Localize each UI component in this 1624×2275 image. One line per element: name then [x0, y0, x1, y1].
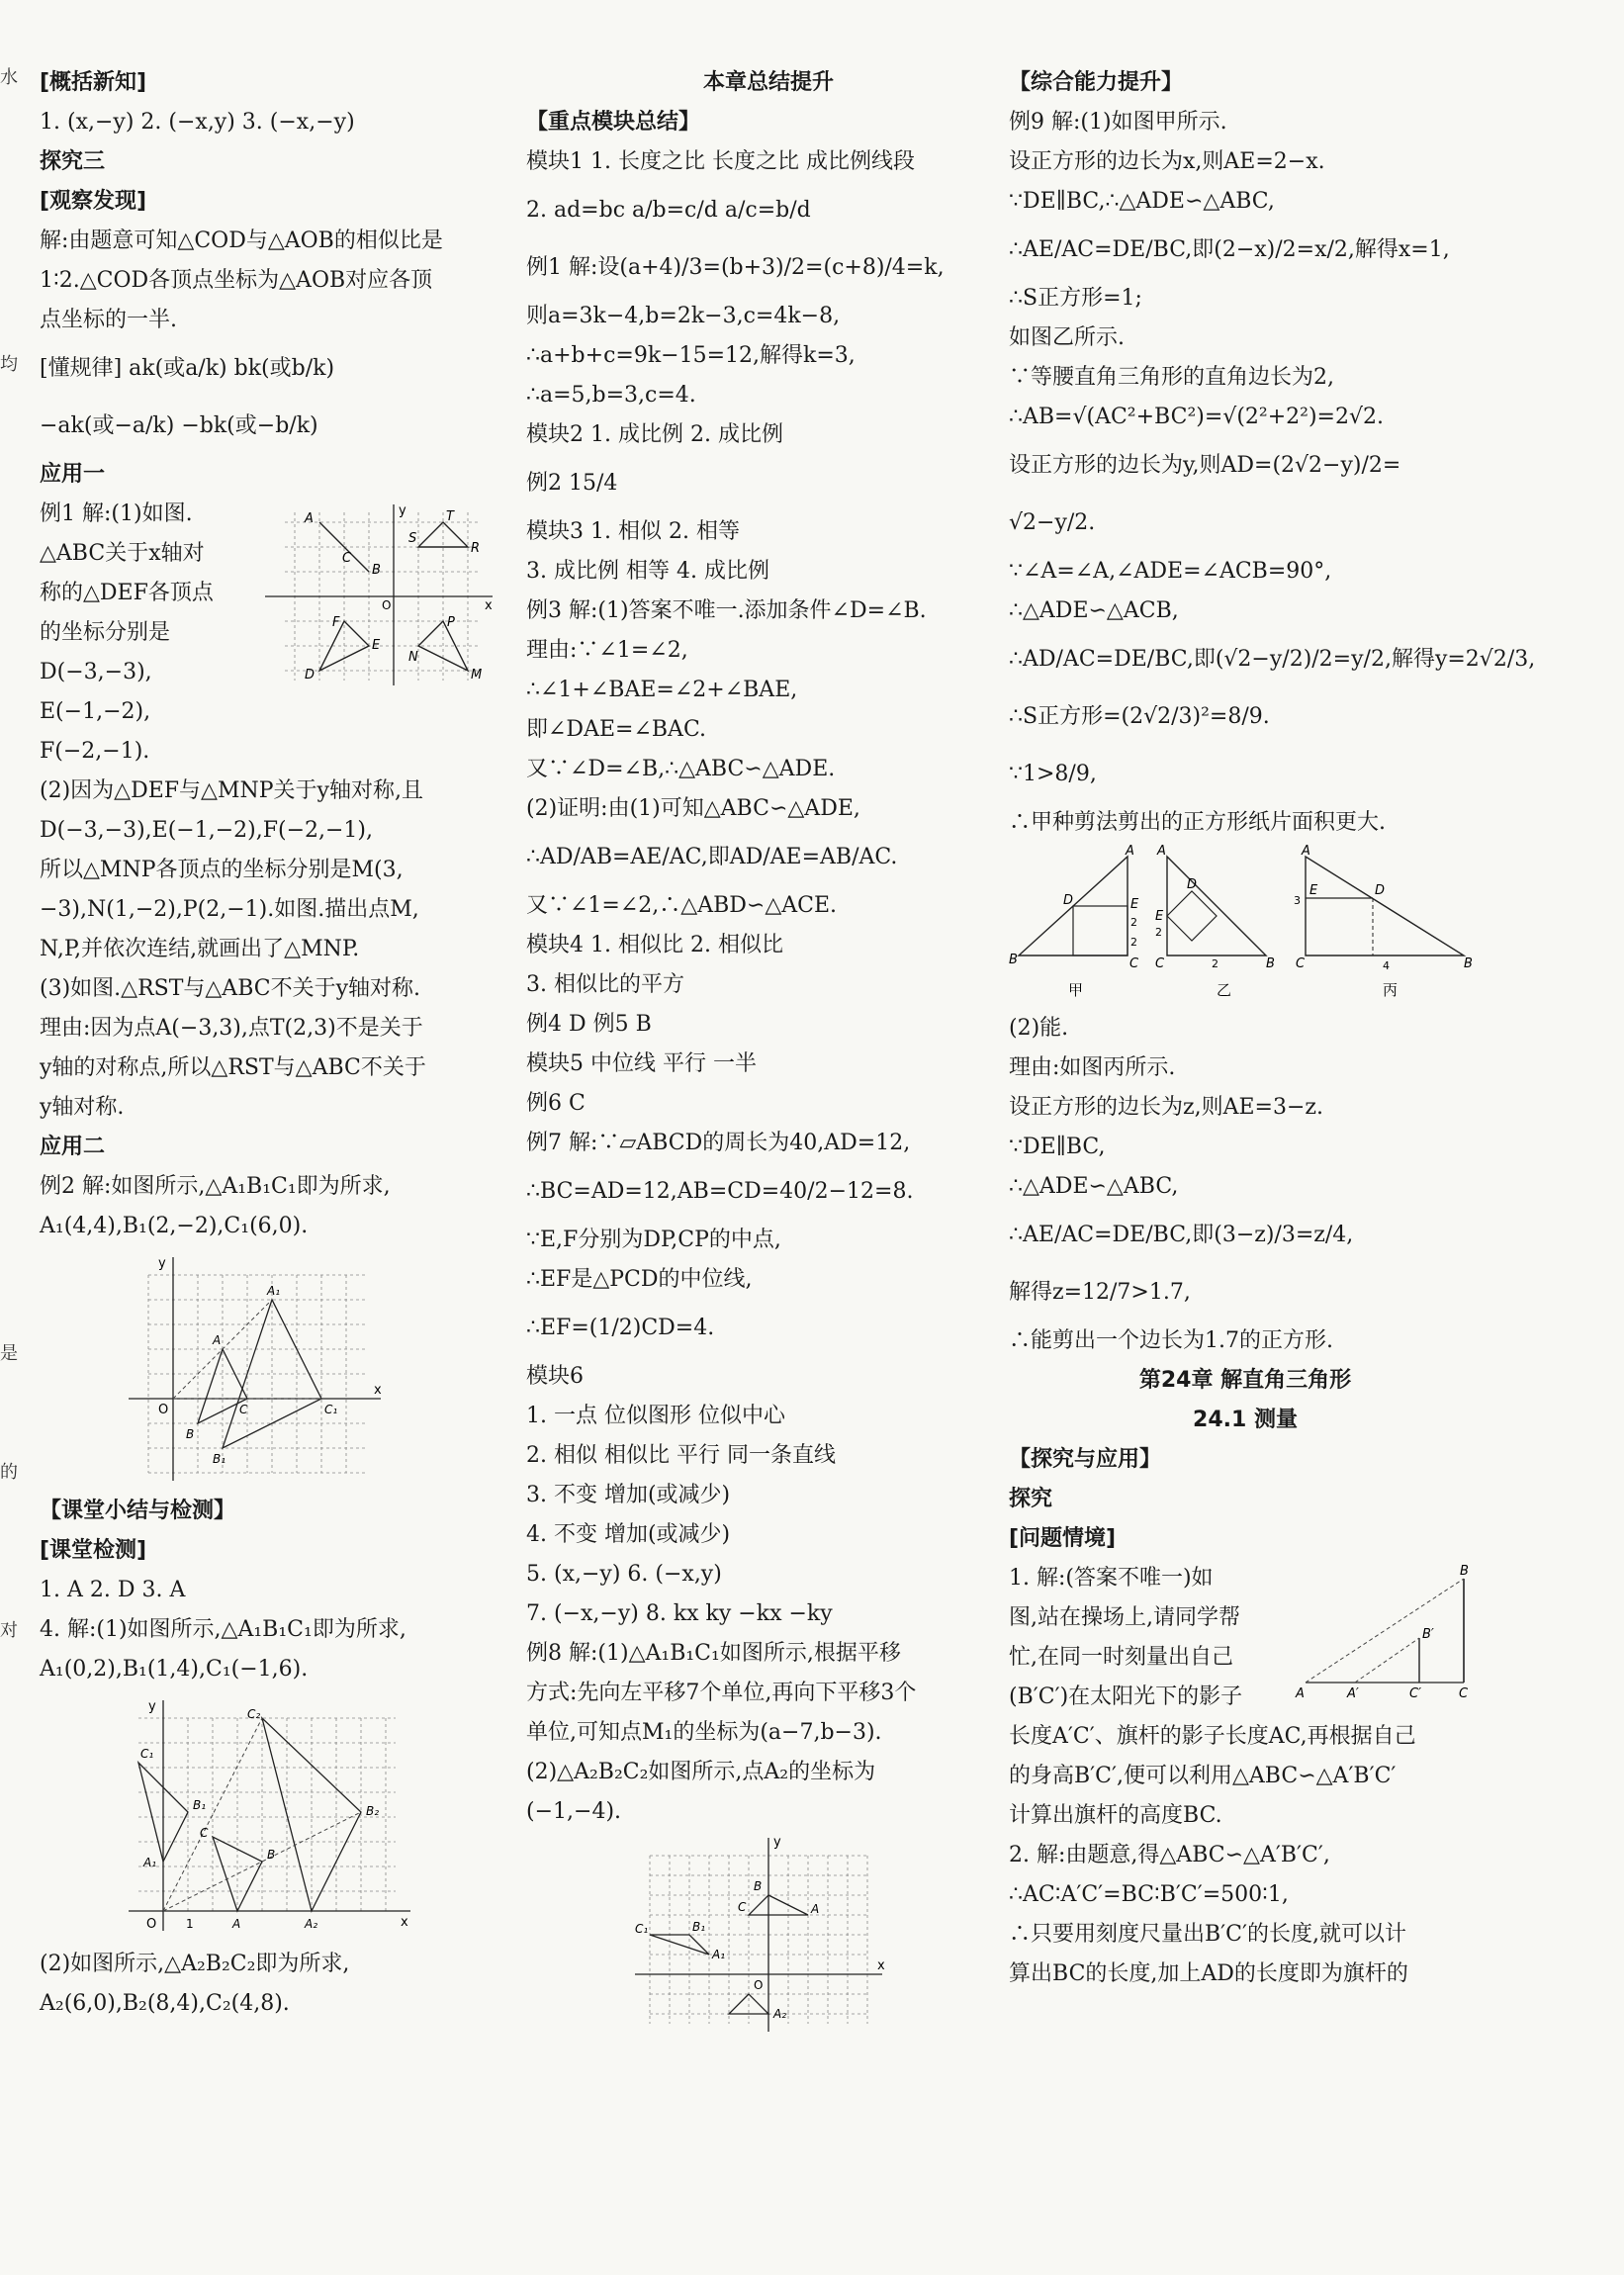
figure-example9: [1009, 844, 1482, 1005]
text-line: 例2 15/4: [526, 471, 618, 496]
text-line: ∴△ADE∽△ACB,: [1009, 598, 1179, 623]
text-line: 模块2 1. 成比例 2. 成比例: [526, 422, 783, 447]
figure-example2: [40, 1250, 514, 1488]
svg-text:x: x: [401, 1915, 408, 1930]
text-line: 1. 解:(答案不唯一)如: [1009, 1566, 1214, 1591]
svg-text:A: A: [1157, 844, 1166, 859]
svg-text:C: C: [342, 551, 352, 566]
text-line: 解:由题意可知△COD与△AOB的相似比是: [40, 228, 443, 253]
text-line: 的身高B′C′,便可以利用△ABC∽△A′B′C′: [1009, 1764, 1397, 1788]
text-line: N,P,并依次连结,就画出了△MNP.: [40, 937, 360, 961]
section-heading: [概括新知]: [40, 70, 147, 95]
svg-text:B: B: [372, 563, 381, 578]
margin-char: 水: [0, 67, 18, 88]
section-heading: 【探究与应用】: [1009, 1447, 1162, 1472]
svg-text:y: y: [399, 503, 406, 518]
text-line: 3. 不变 增加(或减少): [526, 1483, 731, 1507]
section-heading: [课堂检测]: [40, 1538, 147, 1563]
svg-text:O: O: [754, 1978, 764, 1992]
section-heading: 【重点模块总结】: [526, 110, 701, 135]
svg-text:A: A: [1296, 1686, 1305, 1701]
section-heading: 探究三: [40, 149, 106, 174]
text-line: 图,站在操场上,请同学帮: [1009, 1605, 1240, 1630]
svg-text:x: x: [877, 1958, 885, 1973]
figure-label-bing: 丙: [1383, 981, 1398, 999]
example1-block: [40, 495, 514, 692]
text-line: (2)能.: [1009, 1016, 1069, 1041]
svg-text:C₁: C₁: [324, 1403, 338, 1416]
text-line: 如图乙所示.: [1009, 325, 1125, 350]
section-heading: [观察发现]: [40, 189, 147, 214]
svg-text:C₁: C₁: [635, 1922, 649, 1936]
text-line: ∴能剪出一个边长为1.7的正方形.: [1009, 1328, 1333, 1353]
text-line: ∵等腰直角三角形的直角边长为2,: [1009, 365, 1334, 390]
coordinate-figure-example1: [265, 502, 502, 690]
text-line: 5. (x,−y) 6. (−x,y): [526, 1562, 722, 1587]
text-line: √2−y/2.: [1009, 510, 1096, 535]
svg-text:C: C: [1155, 956, 1165, 971]
figure-classroom-check: [40, 1693, 514, 1941]
svg-text:y: y: [148, 1699, 156, 1714]
svg-text:B: B: [754, 1879, 763, 1893]
text-line: 又∵∠D=∠B,∴△ABC∽△ADE.: [526, 757, 836, 781]
text-line: 2. 解:由题意,得△ABC∽△A′B′C′,: [1009, 1843, 1330, 1867]
svg-text:2: 2: [1130, 936, 1137, 949]
text-line: 设正方形的边长为y,则AD=(2√2−y)/2=: [1009, 453, 1401, 478]
text-line: 理由:如图丙所示.: [1009, 1055, 1176, 1080]
svg-text:y: y: [773, 1835, 781, 1850]
margin-char: 是: [0, 1343, 18, 1364]
svg-text:A₁: A₁: [267, 1284, 281, 1298]
text-line: 模块6: [526, 1364, 584, 1389]
text-line: F(−2,−1).: [40, 739, 150, 764]
margin-char: 对: [0, 1620, 18, 1641]
text-line: (−1,−4).: [526, 1799, 622, 1824]
text-line: ∵1>8/9,: [1009, 762, 1097, 786]
text-line: 即∠DAE=∠BAC.: [526, 717, 706, 742]
svg-text:B₂: B₂: [366, 1804, 380, 1818]
text-line: ∴AD/AB=AE/AC,即AD/AE=AB/AC.: [526, 845, 898, 869]
svg-text:2: 2: [1212, 957, 1218, 970]
text-line: ∴△ADE∽△ABC,: [1009, 1174, 1179, 1199]
text-line: E(−1,−2),: [40, 699, 151, 724]
section-heading: 【综合能力提升】: [1009, 70, 1184, 95]
text-line: 模块1 1. 长度之比 长度之比 成比例线段: [526, 149, 915, 174]
text-line: 例8 解:(1)△A₁B₁C₁如图所示,根据平移: [526, 1641, 901, 1666]
svg-text:A₁: A₁: [143, 1856, 157, 1869]
text-line: 算出BC的长度,加上AD的长度即为旗杆的: [1009, 1961, 1408, 1986]
text-line: [懂规律] ak(或a/k) bk(或b/k): [40, 356, 335, 381]
section-heading: 应用一: [40, 462, 106, 487]
text-line: y轴对称.: [40, 1095, 125, 1120]
svg-text:A: A: [213, 1333, 222, 1347]
svg-text:A: A: [232, 1917, 241, 1931]
text-line: ∴∠1+∠BAE=∠2+∠BAE,: [526, 678, 798, 702]
margin-char: 的: [0, 1462, 18, 1483]
svg-text:C: C: [1296, 956, 1306, 971]
svg-text:E: E: [1309, 883, 1318, 898]
text-line: 模块5 中位线 平行 一半: [526, 1051, 757, 1076]
text-line: 模块3 1. 相似 2. 相等: [526, 519, 740, 544]
svg-text:B: B: [1464, 956, 1473, 971]
svg-text:A₁: A₁: [712, 1948, 726, 1961]
text-line: 模块4 1. 相似比 2. 相似比: [526, 933, 783, 957]
text-line: 方式:先向左平移7个单位,再向下平移3个: [526, 1681, 917, 1705]
column-2: [526, 63, 1011, 2038]
section-heading: [问题情境]: [1009, 1526, 1117, 1551]
text-line: △ABC关于x轴对: [40, 541, 205, 566]
text-line: −3),N(1,−2),P(2,−1).如图.描出点M,: [40, 897, 419, 922]
text-line: (3)如图.△RST与△ABC不关于y轴对称.: [40, 976, 421, 1001]
text-line: ∴AD/AC=DE/BC,即(√2−y/2)/2=y/2,解得y=2√2/3,: [1009, 647, 1536, 672]
text-line: 理由:因为点A(−3,3),点T(2,3)不是关于: [40, 1016, 423, 1041]
svg-text:F: F: [332, 615, 340, 630]
text-line: 理由:∵∠1=∠2,: [526, 638, 688, 663]
column-3: [1009, 63, 1536, 1994]
svg-text:N: N: [408, 650, 418, 665]
text-line: 1. (x,−y) 2. (−x,y) 3. (−x,−y): [40, 110, 355, 135]
svg-text:A: A: [1302, 844, 1310, 859]
text-line: 单位,可知点M₁的坐标为(a−7,b−3).: [526, 1720, 882, 1745]
text-line: (2)△A₂B₂C₂如图所示,点A₂的坐标为: [526, 1760, 876, 1784]
text-line: 长度A′C′、旗杆的影子长度AC,再根据自己: [1009, 1724, 1416, 1749]
figure-example8: [526, 1836, 1011, 2034]
text-line: 1∶2.△COD各顶点坐标为△AOB对应各顶: [40, 268, 433, 293]
svg-text:C₂: C₂: [247, 1707, 261, 1721]
svg-text:B: B: [1460, 1564, 1469, 1579]
svg-text:A′: A′: [1347, 1686, 1359, 1701]
text-line: 例2 解:如图所示,△A₁B₁C₁即为所求,: [40, 1174, 391, 1199]
svg-text:M: M: [471, 668, 483, 682]
text-line: ∴EF是△PCD的中位线,: [526, 1267, 753, 1292]
figure-label-yi: 乙: [1217, 981, 1232, 999]
column-1: [40, 63, 514, 2024]
margin-char: 均: [0, 354, 18, 375]
text-line: (2)因为△DEF与△MNP关于y轴对称,且: [40, 778, 423, 803]
figure-label-jia: 甲: [1068, 981, 1084, 999]
text-line: (B′C′)在太阳光下的影子: [1009, 1684, 1243, 1709]
text-line: 忙,在同一时刻量出自己: [1009, 1645, 1233, 1670]
text-line: 点坐标的一半.: [40, 308, 177, 332]
svg-text:C₁: C₁: [140, 1747, 154, 1761]
text-line: (2)如图所示,△A₂B₂C₂即为所求,: [40, 1952, 350, 1976]
svg-text:C: C: [1129, 956, 1139, 971]
text-line: 称的△DEF各顶点: [40, 581, 214, 605]
text-line: ∴AC∶A′C′=BC∶B′C′=500∶1,: [1009, 1882, 1289, 1907]
text-line: −ak(或−a/k) −bk(或−b/k): [40, 413, 318, 438]
svg-text:T: T: [446, 509, 454, 524]
text-line: 3. 相似比的平方: [526, 972, 684, 997]
svg-text:A: A: [305, 511, 314, 526]
text-line: D(−3,−3),: [40, 660, 152, 684]
svg-text:B: B: [1009, 953, 1018, 967]
svg-text:E: E: [372, 638, 381, 653]
text-line: ∴a=5,b=3,c=4.: [526, 383, 696, 408]
text-line: 解得z=12/7>1.7,: [1009, 1280, 1191, 1305]
svg-text:D: D: [305, 668, 316, 682]
text-line: ∵E,F分别为DP,CP的中点,: [526, 1228, 781, 1252]
svg-text:O: O: [158, 1403, 169, 1417]
text-line: 4. 不变 增加(或减少): [526, 1522, 731, 1547]
text-line: A₂(6,0),B₂(8,4),C₂(4,8).: [40, 1991, 290, 2016]
svg-text:E: E: [1130, 897, 1139, 912]
svg-text:2: 2: [1155, 926, 1162, 939]
svg-text:4: 4: [1383, 959, 1390, 972]
text-line: ∴a+b+c=9k−15=12,解得k=3,: [526, 343, 856, 368]
text-line: D(−3,−3),E(−1,−2),F(−2,−1),: [40, 818, 374, 843]
svg-text:1: 1: [186, 1917, 194, 1931]
text-line: 3. 成比例 相等 4. 成比例: [526, 559, 769, 584]
svg-text:3: 3: [1294, 894, 1301, 907]
text-line: 的坐标分别是: [40, 620, 171, 645]
text-line: 4. 解:(1)如图所示,△A₁B₁C₁即为所求,: [40, 1617, 406, 1642]
text-line: 设正方形的边长为x,则AE=2−x.: [1009, 149, 1325, 174]
svg-text:D: D: [1187, 877, 1198, 892]
text-line: 例1 解:设(a+4)/3=(b+3)/2=(c+8)/4=k,: [526, 255, 945, 280]
text-line: 设正方形的边长为z,则AE=3−z.: [1009, 1095, 1323, 1120]
svg-text:C: C: [239, 1403, 248, 1416]
svg-text:C: C: [738, 1900, 747, 1914]
svg-text:B: B: [1266, 956, 1275, 971]
svg-text:E: E: [1155, 909, 1164, 924]
svg-text:y: y: [158, 1256, 166, 1271]
svg-text:B′: B′: [1422, 1627, 1434, 1642]
text-line: 例9 解:(1)如图甲所示.: [1009, 110, 1227, 135]
svg-text:A: A: [1126, 844, 1134, 859]
chapter-title: 第24章 解直角三角形: [1138, 1368, 1352, 1393]
svg-text:O: O: [382, 598, 392, 612]
problem1-block: [1009, 1559, 1482, 1717]
text-line: 所以△MNP各顶点的坐标分别是M(3,: [40, 858, 404, 882]
text-line: (2)证明:由(1)可知△ABC∽△ADE,: [526, 796, 860, 821]
text-line: ∴S正方形=1;: [1009, 286, 1142, 311]
text-line: 例1 解:(1)如图.: [40, 501, 193, 526]
svg-text:D: D: [1375, 883, 1386, 898]
text-line: ∴AE/AC=DE/BC,即(3−z)/3=z/4,: [1009, 1223, 1354, 1247]
svg-text:R: R: [471, 541, 481, 556]
text-line: 计算出旗杆的高度BC.: [1009, 1803, 1222, 1828]
svg-text:B₁: B₁: [213, 1452, 226, 1466]
text-line: ∵DE∥BC,: [1009, 1135, 1106, 1159]
text-line: 7. (−x,−y) 8. kx ky −kx −ky: [526, 1601, 833, 1626]
svg-text:A₂: A₂: [305, 1917, 318, 1931]
svg-text:S: S: [408, 531, 417, 546]
text-line: 又∵∠1=∠2,∴△ABD∽△ACE.: [526, 893, 838, 918]
svg-text:C′: C′: [1409, 1686, 1422, 1701]
text-line: ∴AE/AC=DE/BC,即(2−x)/2=x/2,解得x=1,: [1009, 237, 1450, 262]
text-line: 则a=3k−4,b=2k−3,c=4k−8,: [526, 304, 841, 328]
svg-text:C: C: [1459, 1686, 1469, 1701]
text-line: A₁(0,2),B₁(1,4),C₁(−1,6).: [40, 1657, 309, 1682]
text-line: ∵∠A=∠A,∠ADE=∠ACB=90°,: [1009, 559, 1332, 584]
text-line: 例3 解:(1)答案不唯一.添加条件∠D=∠B.: [526, 598, 927, 623]
text-line: ∵DE∥BC,∴△ADE∽△ABC,: [1009, 189, 1275, 214]
svg-text:x: x: [485, 598, 493, 613]
text-line: ∴只要用刻度尺量出B′C′的长度,就可以计: [1009, 1922, 1406, 1947]
page-title: 本章总结提升: [702, 70, 834, 95]
text-line: ∴BC=AD=12,AB=CD=40/2−12=8.: [526, 1179, 914, 1204]
svg-text:B₁: B₁: [692, 1920, 706, 1934]
text-line: 例7 解:∵▱ABCD的周长为40,AD=12,: [526, 1131, 911, 1155]
text-line: ∴AB=√(AC²+BC²)=√(2²+2²)=2√2.: [1009, 405, 1384, 429]
section-heading: 应用二: [40, 1135, 106, 1159]
text-line: 例4 D 例5 B: [526, 1012, 652, 1037]
text-line: 1. 一点 位似图形 位似中心: [526, 1404, 785, 1428]
svg-text:P: P: [447, 615, 455, 630]
text-line: ∴S正方形=(2√2/3)²=8/9.: [1009, 704, 1270, 729]
svg-text:D: D: [1063, 893, 1074, 908]
flagpole-figure: [1296, 1559, 1479, 1707]
svg-text:B₁: B₁: [193, 1798, 207, 1812]
section-heading: 探究: [1009, 1487, 1053, 1511]
section-title: 24.1 测量: [1193, 1408, 1298, 1432]
section-heading: 【课堂小结与检测】: [40, 1499, 236, 1523]
text-line: 2. ad=bc a/b=c/d a/c=b/d: [526, 198, 811, 223]
text-line: A₁(4,4),B₁(2,−2),C₁(6,0).: [40, 1214, 309, 1238]
svg-text:A: A: [811, 1902, 820, 1916]
text-line: y轴的对称点,所以△RST与△ABC不关于: [40, 1055, 426, 1080]
svg-text:O: O: [146, 1917, 157, 1932]
svg-text:C: C: [200, 1826, 209, 1840]
text-line: ∴甲种剪法剪出的正方形纸片面积更大.: [1009, 810, 1386, 835]
svg-text:B: B: [186, 1427, 195, 1441]
text-line: 1. A 2. D 3. A: [40, 1578, 186, 1602]
text-line: 例6 C: [526, 1091, 586, 1116]
svg-text:A₂: A₂: [773, 2007, 787, 2021]
svg-text:B: B: [267, 1848, 276, 1862]
text-line: ∴EF=(1/2)CD=4.: [526, 1316, 715, 1340]
svg-text:x: x: [374, 1383, 382, 1398]
svg-text:2: 2: [1130, 916, 1137, 929]
text-line: 2. 相似 相似比 平行 同一条直线: [526, 1443, 836, 1468]
